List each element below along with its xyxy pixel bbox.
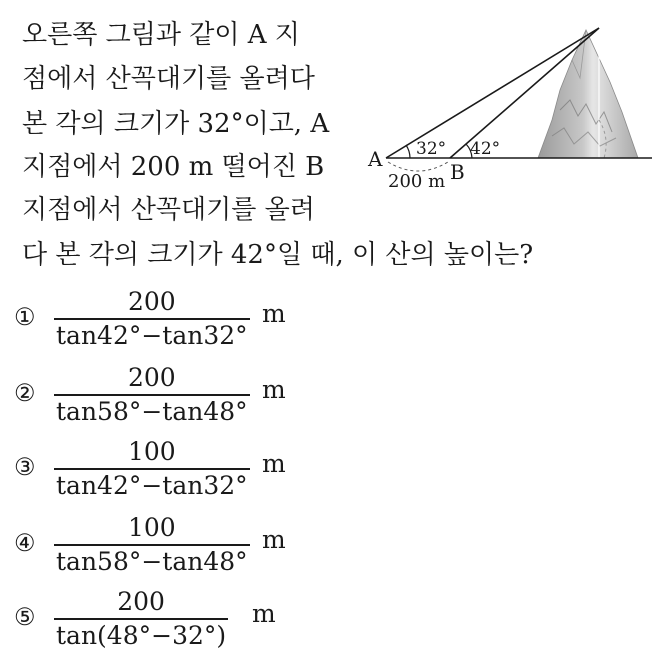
label-angle-a: 32° <box>416 139 447 159</box>
choice-4[interactable] <box>14 512 434 582</box>
fraction <box>54 436 250 502</box>
choice-number: ③ <box>14 453 36 481</box>
numerator: 200 <box>117 587 165 616</box>
fraction <box>54 362 250 428</box>
numerator: 100 <box>127 513 176 542</box>
problem-line-1: 오른쪽 그림과 같이 A 지 <box>22 20 300 50</box>
choice-number: ⑤ <box>14 603 36 631</box>
label-angle-b: 42° <box>470 139 501 159</box>
choice-number: ④ <box>14 529 36 557</box>
choice-number: ① <box>14 303 36 331</box>
choice-2[interactable] <box>14 362 434 432</box>
problem-line-5: 지점에서 산꼭대기를 올려 <box>22 195 315 225</box>
unit: m <box>262 299 286 328</box>
denominator: tan58°−tan48° <box>56 397 248 426</box>
denominator: tan58°−tan48° <box>56 547 248 576</box>
fraction <box>54 286 250 352</box>
fraction <box>54 512 250 578</box>
angle-arc-a <box>406 145 410 158</box>
numerator: 200 <box>127 363 176 392</box>
choice-5[interactable] <box>14 586 434 656</box>
mountain-shape <box>538 30 638 158</box>
denominator: tan(48°−32°) <box>56 621 227 650</box>
unit: m <box>252 599 276 628</box>
choice-1[interactable] <box>14 286 434 356</box>
label-distance: 200 m <box>388 171 446 192</box>
denominator: tan42°−tan32° <box>56 471 248 500</box>
choice-3[interactable] <box>14 436 434 506</box>
problem-line-3: 본 각의 크기가 32°이고, A <box>22 109 330 139</box>
fraction <box>54 586 228 652</box>
problem-line-2: 점에서 산꼭대기를 올려다 <box>22 64 315 94</box>
problem-line-4: 지점에서 200 m 떨어진 B <box>22 152 325 182</box>
problem-line-6: 다 본 각의 크기가 42°일 때, 이 산의 높이는? <box>22 240 534 270</box>
unit: m <box>262 525 286 554</box>
numerator: 200 <box>127 287 176 316</box>
choice-number: ② <box>14 379 36 407</box>
label-point-a: A <box>368 147 383 171</box>
unit: m <box>262 375 286 404</box>
unit: m <box>262 449 286 478</box>
numerator: 100 <box>127 437 176 466</box>
label-point-b: B <box>450 160 465 184</box>
denominator: tan42°−tan32° <box>56 321 248 350</box>
mountain-figure <box>360 20 657 200</box>
distance-brace <box>388 162 448 171</box>
